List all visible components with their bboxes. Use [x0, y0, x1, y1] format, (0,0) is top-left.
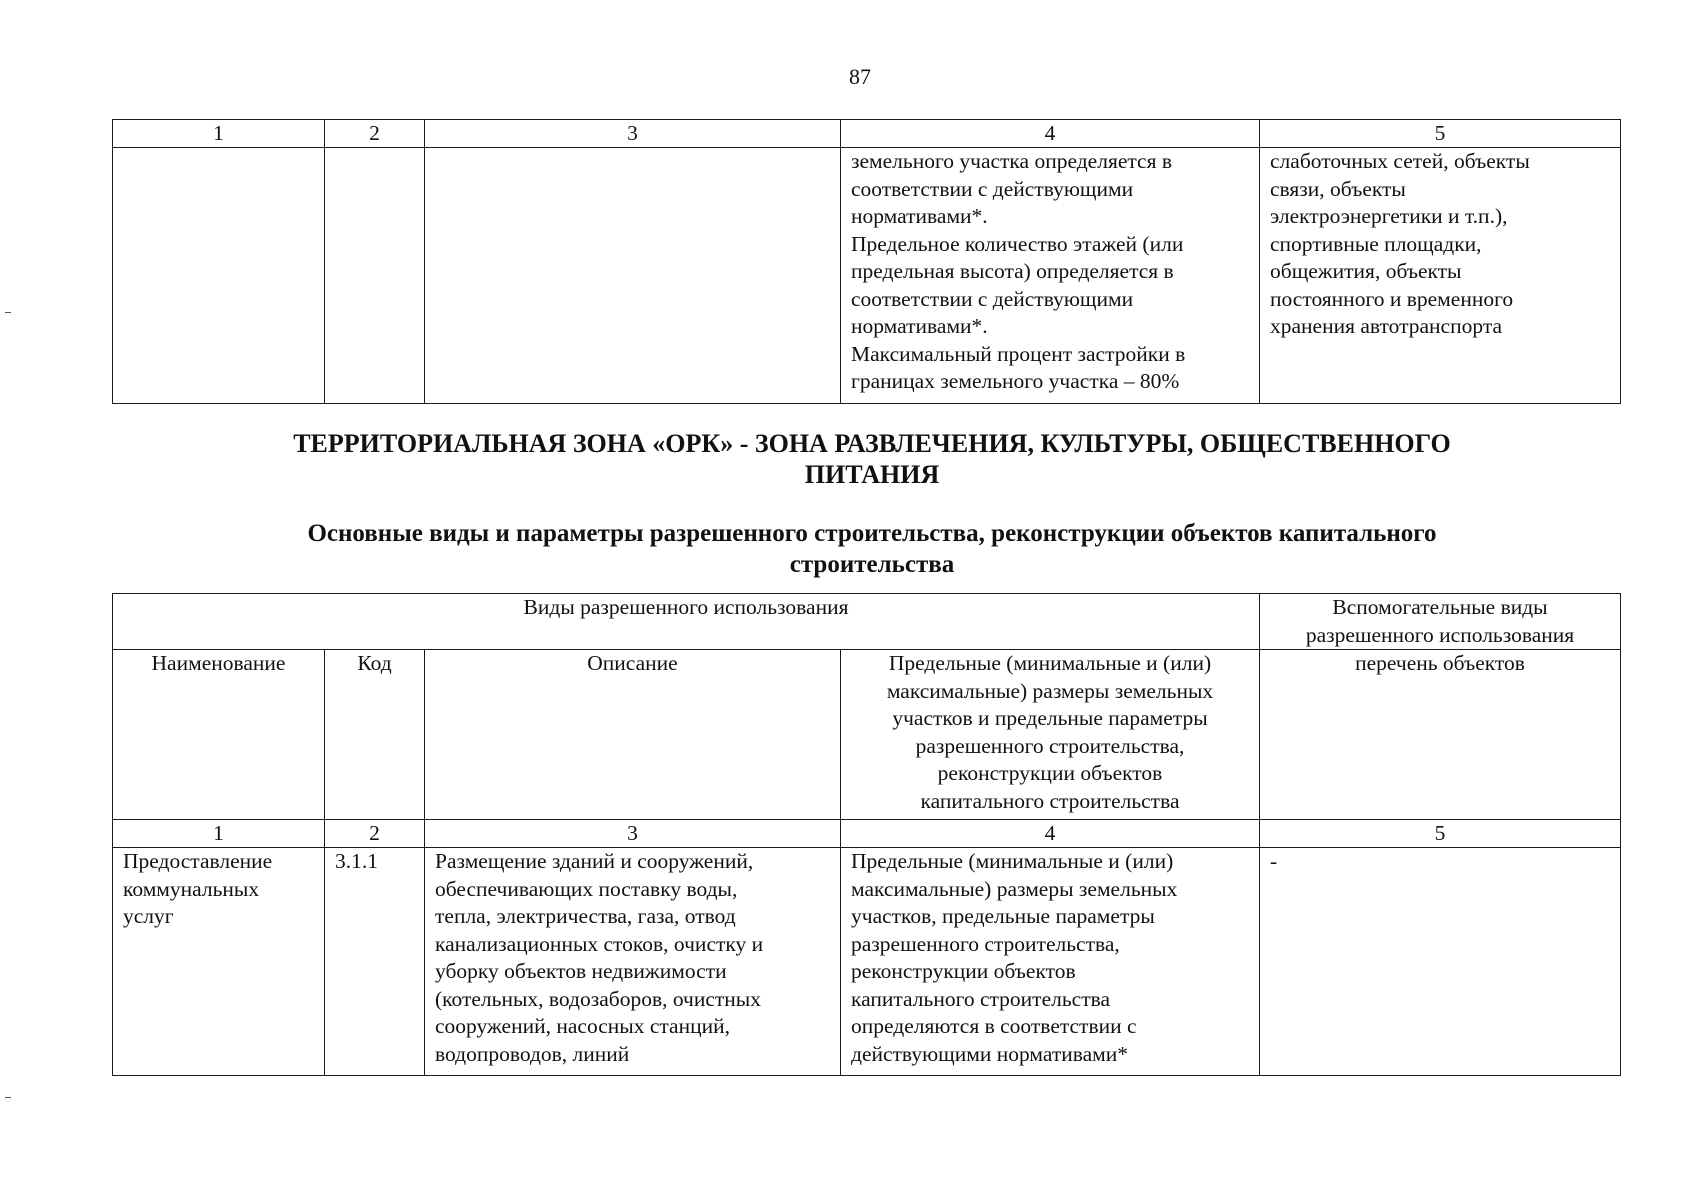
column-number-row [113, 120, 1621, 148]
page-number: 87 [849, 64, 871, 89]
cell-code: 3.1.1 [325, 848, 425, 1076]
column-number: 5 [1260, 820, 1621, 848]
header-objects: перечень объектов [1260, 650, 1621, 820]
header-limits: Предельные (минимальные и (или) максимальные) размеры земельных участков и предельные параметры разрешенного строительства, реконструкции объектов капитального строительства [841, 650, 1260, 820]
column-number: 1 [113, 820, 325, 848]
column-number: 4 [841, 120, 1260, 148]
header-name: Наименование [113, 650, 325, 820]
column-number-row [113, 820, 1621, 848]
cell-objects: слаботочных сетей, объекты связи, объекты электроэнергетики и т.п.), спортивные площадки, общежития, объекты постоянного и временного хранения автотранспорта [1260, 148, 1621, 404]
margin-mark [5, 312, 11, 313]
table-row [113, 148, 1621, 404]
column-number: 4 [841, 820, 1260, 848]
header-row [113, 650, 1621, 820]
column-number: 5 [1260, 120, 1621, 148]
cell-limits: земельного участка определяется в соответствии с действующими нормативами*. Предельное количество этажей (или предельная высота) определяется в соответствии с действующими нормативами*. Максимальный процент застройки в границах земельного участка – 80% [841, 148, 1260, 404]
column-number: 3 [425, 820, 841, 848]
cell-code [325, 148, 425, 404]
cell-objects: - [1260, 848, 1621, 1076]
zone-title: ТЕРРИТОРИАЛЬНАЯ ЗОНА «ОРК» - ЗОНА РАЗВЛЕЧЕНИЯ, КУЛЬТУРЫ, ОБЩЕСТВЕННОГО ПИТАНИЯ [293, 429, 1451, 489]
column-number: 3 [425, 120, 841, 148]
cell-description [425, 148, 841, 404]
main-table [112, 593, 1621, 1076]
margin-mark [5, 1097, 11, 1098]
column-number: 2 [325, 820, 425, 848]
group-header-main: Виды разрешенного использования [113, 594, 1260, 650]
continuation-table [112, 119, 1621, 404]
group-header-aux: Вспомогательные виды разрешенного использования [1260, 594, 1621, 650]
cell-description: Размещение зданий и сооружений, обеспечивающих поставку воды, тепла, электричества, газа, отвод канализационных стоков, очистку и уборку объектов недвижимости (котельных, водозаборов, очистных сооружений, насосных станций, водопроводов, линий [425, 848, 841, 1076]
table-row [113, 848, 1621, 1076]
header-code: Код [325, 650, 425, 820]
column-number: 2 [325, 120, 425, 148]
group-header-row [113, 594, 1621, 650]
section-title: Основные виды и параметры разрешенного строительства, реконструкции объектов капитального строительства [307, 520, 1437, 578]
cell-limits: Предельные (минимальные и (или) максимальные) размеры земельных участков, предельные параметры разрешенного строительства, реконструкции объектов капитального строительства определяются в соответствии с действующими нормативами* [841, 848, 1260, 1076]
header-description: Описание [425, 650, 841, 820]
cell-name [113, 148, 325, 404]
cell-name: Предоставление коммунальных услуг [113, 848, 325, 1076]
column-number: 1 [113, 120, 325, 148]
